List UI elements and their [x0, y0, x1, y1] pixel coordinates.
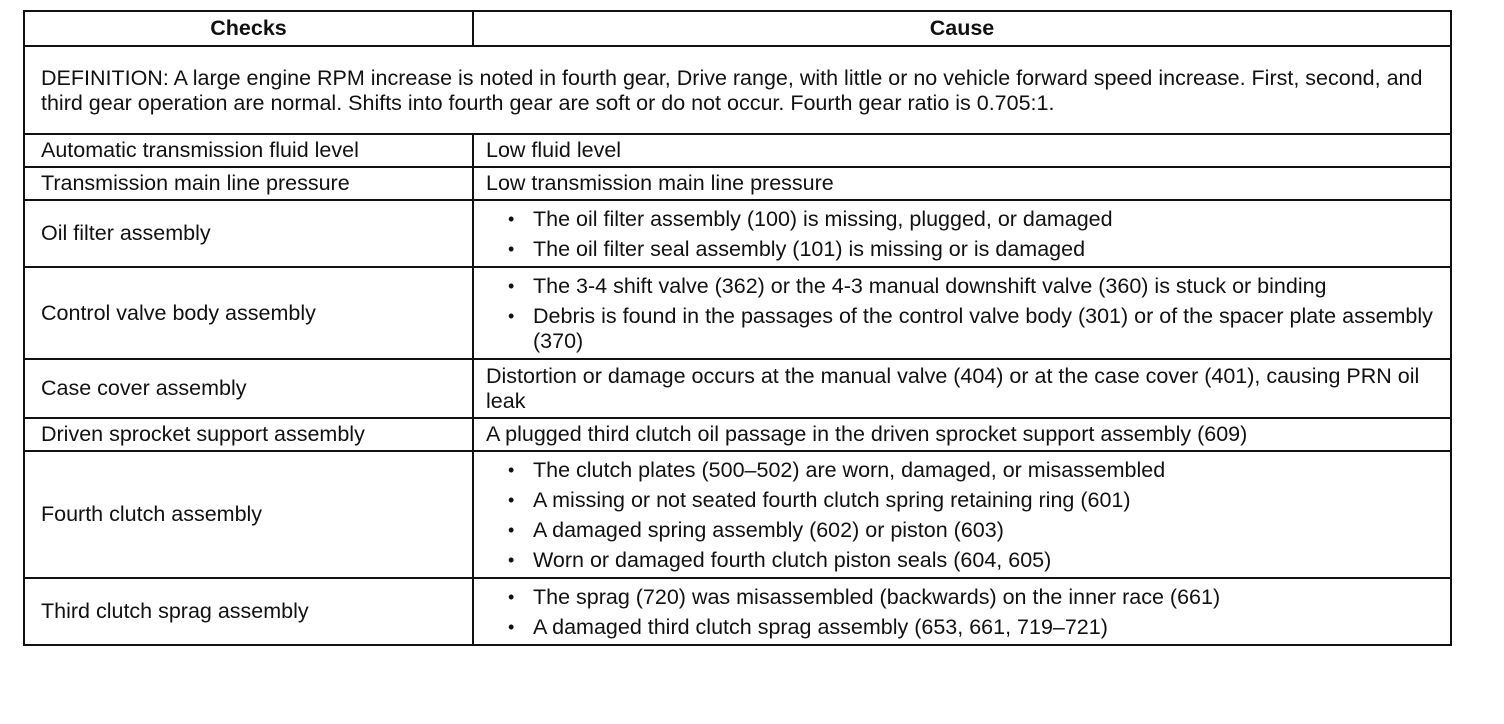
diagnosis-page — [23, 10, 1450, 646]
diagnosis-table — [23, 10, 1452, 646]
bullet-icon: • — [508, 490, 515, 510]
cause-list — [486, 458, 1438, 573]
cause-list — [486, 585, 1438, 640]
bullet-icon: • — [508, 550, 515, 570]
cause-list — [486, 207, 1438, 262]
cause-cell: Low fluid level — [473, 134, 1451, 167]
list-item: • Debris is found in the passages of the control valve body (301) or of the spacer plate assembly (370) — [508, 304, 1433, 353]
list-item: • A damaged third clutch sprag assembly (653, 661, 719–721) — [508, 615, 1108, 639]
check-cell: Case cover assembly — [24, 359, 473, 418]
list-item: • The 3-4 shift valve (362) or the 4-3 manual downshift valve (360) is stuck or binding — [508, 274, 1327, 298]
cause-cell: Low transmission main line pressure — [473, 167, 1451, 200]
bullet-icon: • — [508, 239, 515, 259]
bullet-icon: • — [508, 617, 515, 637]
list-item: • A damaged spring assembly (602) or piston (603) — [508, 518, 1004, 542]
bullet-icon: • — [508, 306, 515, 326]
cause-cell — [473, 200, 1451, 267]
check-cell: Third clutch sprag assembly — [24, 578, 473, 645]
definition-row — [24, 46, 1451, 134]
check-cell: Transmission main line pressure — [24, 167, 473, 200]
header-cause: Cause — [473, 11, 1451, 46]
list-item: • The clutch plates (500–502) are worn, damaged, or misassembled — [508, 458, 1166, 482]
table-row — [24, 359, 1451, 418]
check-cell: Fourth clutch assembly — [24, 451, 473, 578]
list-item: • The sprag (720) was misassembled (backwards) on the inner race (661) — [508, 585, 1221, 609]
header-checks: Checks — [24, 11, 473, 46]
cause-cell: Distortion or damage occurs at the manual valve (404) or at the case cover (401), causing PRN oil leak — [473, 359, 1451, 418]
table-row — [24, 134, 1451, 167]
list-item: • Worn or damaged fourth clutch piston seals (604, 605) — [508, 548, 1052, 572]
header-row — [24, 11, 1451, 46]
table-row — [24, 267, 1451, 359]
table-row — [24, 418, 1451, 451]
bullet-icon: • — [508, 520, 515, 540]
table-row — [24, 200, 1451, 267]
check-cell: Control valve body assembly — [24, 267, 473, 359]
definition-text: DEFINITION: A large engine RPM increase is noted in fourth gear, Drive range, with little or no vehicle forward speed increase. First, second, and third gear operation are normal. Shifts into fourth gear are soft or do not occur. Fourth gear ratio is 0.705:1. — [24, 46, 1451, 134]
list-item: • The oil filter assembly (100) is missing, plugged, or damaged — [508, 207, 1113, 231]
bullet-icon: • — [508, 276, 515, 296]
bullet-icon: • — [508, 209, 515, 229]
check-cell: Driven sprocket support assembly — [24, 418, 473, 451]
bullet-icon: • — [508, 460, 515, 480]
list-item: • A missing or not seated fourth clutch spring retaining ring (601) — [508, 488, 1131, 512]
list-item: • The oil filter seal assembly (101) is missing or is damaged — [508, 237, 1086, 261]
table-row — [24, 451, 1451, 578]
cause-cell — [473, 578, 1451, 645]
cause-cell — [473, 451, 1451, 578]
cause-list — [486, 274, 1438, 354]
table-row — [24, 578, 1451, 645]
cause-cell — [473, 267, 1451, 359]
bullet-icon: • — [508, 587, 515, 607]
check-cell: Oil filter assembly — [24, 200, 473, 267]
table-row — [24, 167, 1451, 200]
check-cell: Automatic transmission fluid level — [24, 134, 473, 167]
cause-cell: A plugged third clutch oil passage in the driven sprocket support assembly (609) — [473, 418, 1451, 451]
